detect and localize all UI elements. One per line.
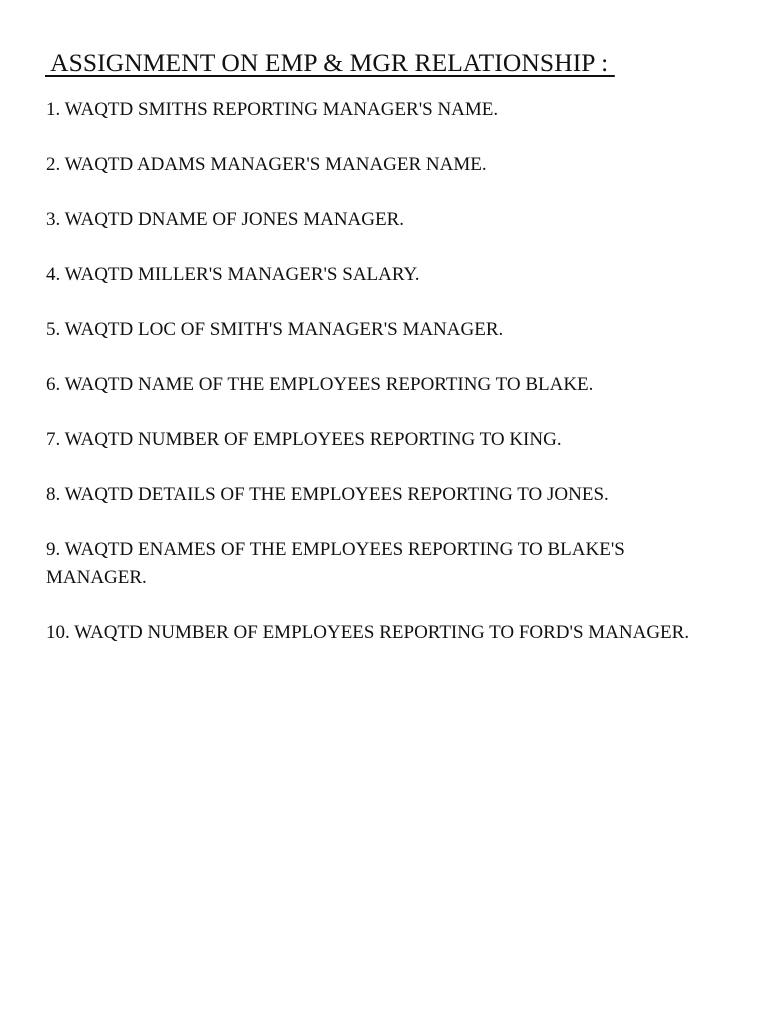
question-item: 5. WAQTD LOC OF SMITH'S MANAGER'S MANAGER. [46,319,504,340]
question-item: 6. WAQTD NAME OF THE EMPLOYEES REPORTING TO BLAKE. [46,374,594,395]
question-item: 8. WAQTD DETAILS OF THE EMPLOYEES REPORTING TO JONES. [46,484,609,505]
question-item: 3. WAQTD DNAME OF JONES MANAGER. [46,209,405,230]
question-item: 10. WAQTD NUMBER OF EMPLOYEES REPORTING TO FORD'S MANAGER. [46,621,690,643]
document-title: ASSIGNMENT ON EMP & MGR RELATIONSHIP : [45,48,615,77]
question-item: 2. WAQTD ADAMS MANAGER'S MANAGER NAME. [46,154,487,175]
question-item: 4. WAQTD MILLER'S MANAGER'S SALARY. [46,264,420,285]
question-item: 9. WAQTD ENAMES OF THE EMPLOYEES REPORTING TO BLAKE'S MANAGER. [46,539,625,588]
question-list [46,96,706,674]
question-item: 7. WAQTD NUMBER OF EMPLOYEES REPORTING TO KING. [46,429,562,450]
question-item: 1. WAQTD SMITHS REPORTING MANAGER'S NAME. [46,99,499,120]
